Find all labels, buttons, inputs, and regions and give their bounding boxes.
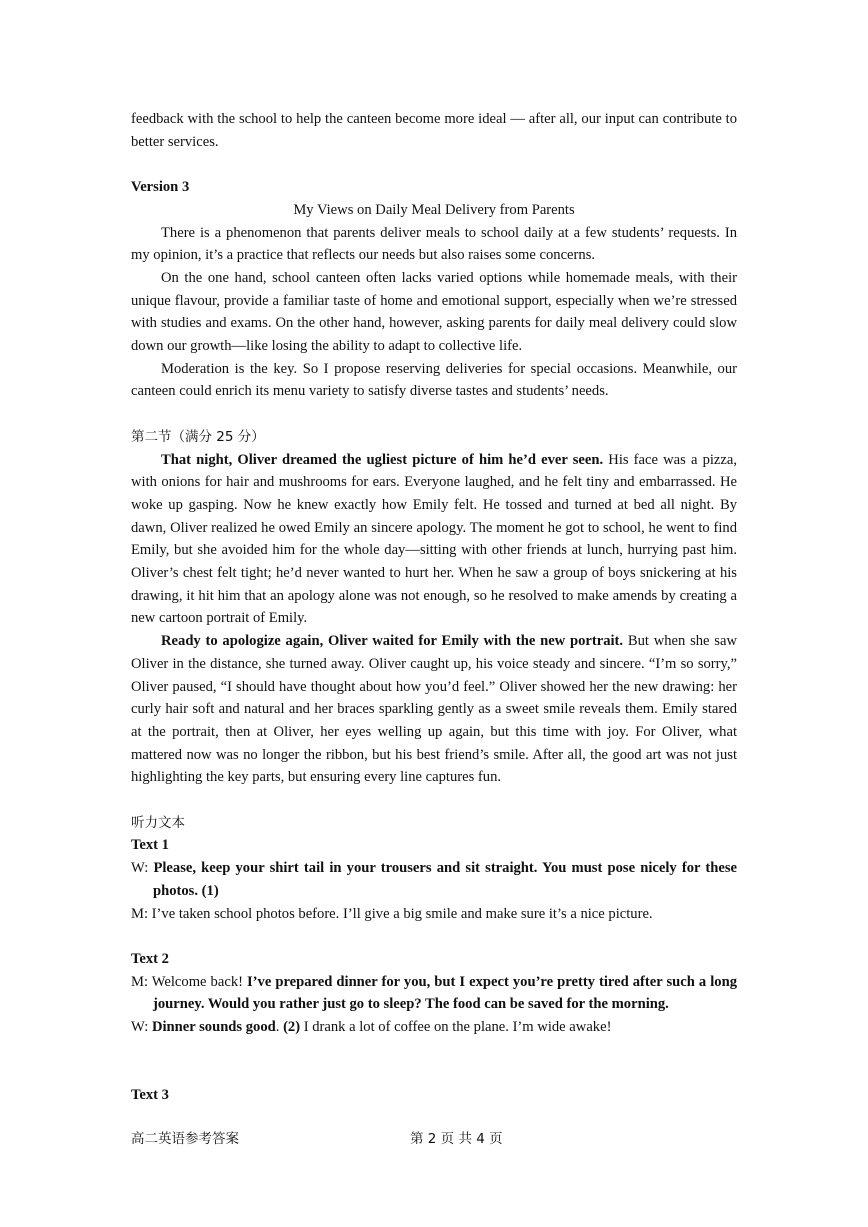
essay-paragraph: On the one hand, school canteen often lacks varied options while homemade meals, with their unique flavour, provide a familiar taste of home and emotional support, especially when we’re stressed with studies and exams. On the other hand, however, asking parents for daily meal delivery could slow down our growth—like losing the ability to adapt to collective life. [131,269,737,355]
footer-doc-title: 高二英语参考答案 [131,1131,239,1147]
document-body [131,108,737,1106]
footer-page-number: 第 2 页 共 4 页 [410,1131,503,1147]
story-paragraph-1-lead: That night, Oliver dreamed the ugliest picture of him he’d ever seen. [161,451,604,468]
essay-paragraph: There is a phenomenon that parents deliver meals to school daily at a few students’ requests. In my opinion, it’s a practice that reflects our needs but also raises some concerns. [131,224,737,264]
essay-title: My Views on Daily Meal Delivery from Parents [293,201,575,218]
text3-label: Text 3 [131,1086,169,1103]
version3-heading: Version 3 [131,179,190,196]
text1-m-line: M: I’ve taken school photos before. I’ll give a big smile and make sure it’s a nice picture. [131,905,653,922]
story-paragraph-2: Ready to apologize again, Oliver waited for Emily with the new portrait. But when she saw Oliver in the distance, she turned away. Oliver caught up, his voice steady and sincere. “I’m so sorry,” Oliver paused, “I should have thought about how you’d feel.” Oliver showed her the new drawing: her curly hair soft and natural and her braces sparkling gently as a sweet smile reveals them. Emily stared at the portrait, then at Oliver, her eyes welling up again, but this time with joy. For Oliver, what mattered now was no longer the ribbon, but his best friend’s smile. After all, the good art was not just highlighting the key parts, but ensuring every line captures fun. [131,633,737,786]
story-paragraph-1: That night, Oliver dreamed the ugliest picture of him he’d ever seen. His face was a pizza, with onions for hair and mushrooms for ears. Everyone laughed, and he felt tiny and embarrassed. He woke up gasping. Now he knew exactly how Emily felt. He tossed and turned at bed all night. By dawn, Oliver realized he owed Emily an sincere apology. The moment he got to school, he went to find Emily, but she avoided him for the whole day—sitting with other friends at lunch, hurrying past him. Oliver’s chest felt tight; he’d never wanted to hurt her. When he saw a group of boys snickering at his drawing, it hit him that an apology alone was not enough, so he resolved to make amends by creating a new cartoon portrait of Emily. [131,451,737,627]
text1-w-line: W: Please, keep your shirt tail in your trousers and sit straight. You must pose nicely for these photos. (1) [131,860,737,899]
story-paragraph-2-lead: Ready to apologize again, Oliver waited for Emily with the new portrait. [161,633,624,650]
text2-m-line: M: Welcome back! I’ve prepared dinner for you, but I expect you’re pretty tired after such a long journey. Would you rather just go to sleep? The food can be saved for the morning. [131,973,737,1013]
text2-w-line: W: Dinner sounds good. (2) I drank a lot of coffee on the plane. I’m wide awake! [131,1019,612,1036]
listening-heading: 听力文本 [131,814,185,831]
text2-label: Text 2 [131,950,169,967]
page-footer [131,1127,737,1149]
section2-heading: 第二节（满分 25 分） [131,428,265,445]
text1-label: Text 1 [131,837,169,854]
continuation-paragraph: feedback with the school to help the canteen become more ideal — after all, our input can contribute to better services. [131,111,737,150]
essay-paragraph: Moderation is the key. So I propose reserving deliveries for special occasions. Meanwhile, our canteen could enrich its menu variety to satisfy diverse tastes and students’ needs. [131,360,737,400]
